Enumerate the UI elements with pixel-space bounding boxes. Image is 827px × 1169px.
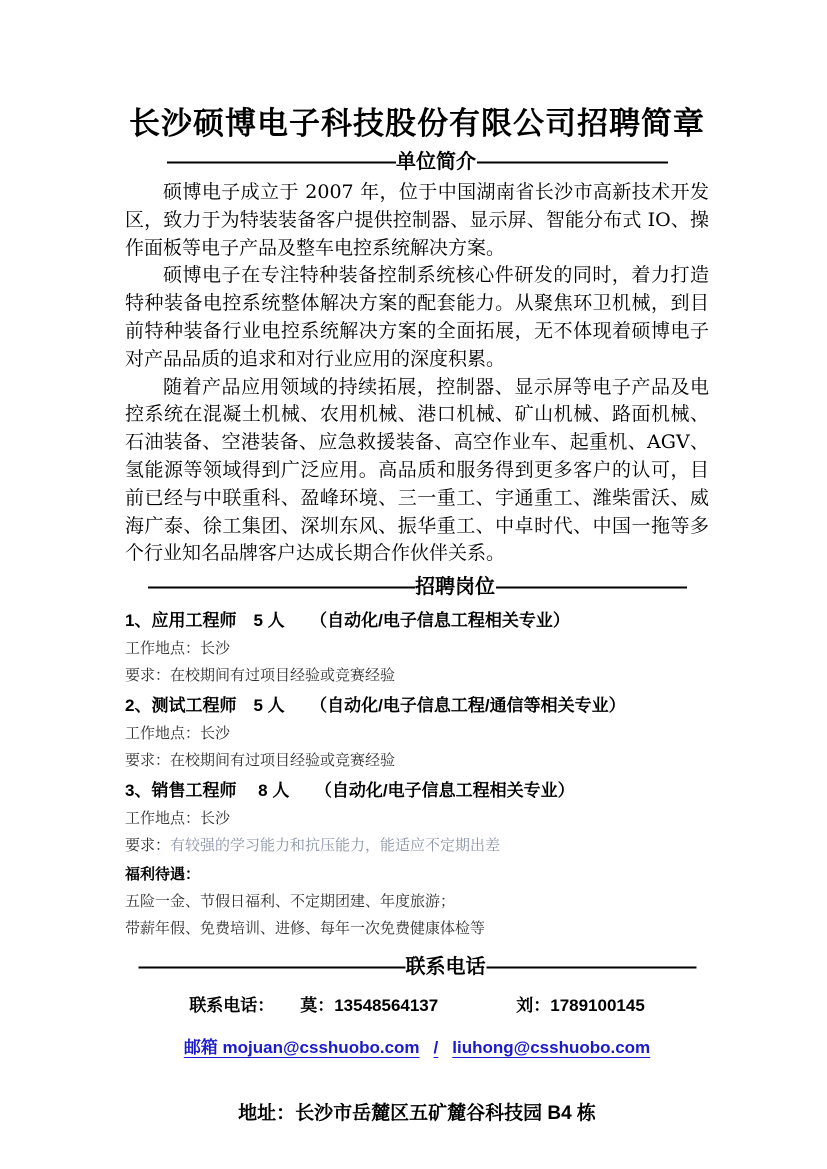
job-location-label: 工作地点：	[125, 810, 201, 828]
job-title: 1、应用工程师 5 人 （自动化/电子信息工程相关专业）	[125, 611, 570, 631]
intro-paragraph-3: 随着产品应用领域的持续拓展，控制器、显示屏等电子产品及电控系统在混凝土机械、农用机械、港口机械、矿山机械、路面机械、石油装备、空港装备、应急救援装备、高空作业车、起重机、AGV、氢能源等领域得到广泛应用。高品质和服务得到更多客户的认可，目前已经与中联重科、盈峰环境、三一重工、宇通重工、潍柴雷沃、威海广泰、徐工集团、深圳东风、振华重工、中卓时代、中国一拖等多个行业知名品牌客户达成长期合作伙伴关系。	[125, 375, 709, 565]
separator-dashes-left: ——————————————	[138, 956, 405, 979]
email-link-liuhong[interactable]: liuhong@csshuobo.com	[452, 1038, 651, 1058]
job-requirement-label: 要求：	[125, 667, 171, 685]
intro-paragraph-2: 硕博电子在专注特种装备控制系统核心件研发的同时，着力打造特种装备电控系统整体解决方案的配套能力。从聚焦环卫机械，到目前特种装备行业电控系统解决方案的全面拓展，无不体现着硕博电子对产品品质的追求和对行业应用的深度积累。	[125, 264, 709, 370]
separator-dashes-right: ——————————	[496, 576, 686, 599]
contact-phone-label: 联系电话：	[189, 996, 275, 1016]
section-header-contact	[125, 954, 709, 980]
job-requirement-value: 在校期间有过项目经验或竞赛经验	[170, 752, 396, 770]
section-label-contact: 联系电话	[405, 956, 486, 979]
contact-phone-line	[125, 991, 709, 1016]
benefits-block	[125, 865, 709, 938]
job-location-label: 工作地点：	[125, 725, 201, 743]
company-address: 地址：长沙市岳麓区五矿麓谷科技园 B4 栋	[238, 1103, 596, 1125]
job-title: 2、测试工程师 5 人 （自动化/电子信息工程/通信等相关专业）	[125, 696, 626, 716]
separator-dashes-right: ———————————	[486, 956, 696, 979]
job-requirement-line	[125, 836, 709, 855]
job-item-test-engineer	[125, 695, 709, 770]
job-item-application-engineer	[125, 610, 709, 685]
email-link-mojuan[interactable]: 邮箱 mojuan@csshuobo.com	[183, 1038, 420, 1058]
benefits-line-2: 带薪年假、免费培训、进修、每年一次免费健康体检等	[125, 920, 486, 938]
job-item-sales-engineer	[125, 780, 709, 855]
separator-dashes-left: ————————————	[167, 151, 395, 173]
job-title: 3、销售工程师 8 人 （自动化/电子信息工程相关专业）	[125, 781, 575, 801]
section-header-job-openings	[125, 574, 709, 600]
benefits-line-1: 五险一金、节假日福利、不定期团建、年度旅游；	[125, 893, 456, 911]
section-header-company-intro	[125, 149, 709, 175]
job-location-line	[125, 809, 709, 828]
contact-number: 13548564137	[334, 996, 439, 1016]
contact-person-liu	[516, 991, 645, 1016]
contact-number: 1789100145	[550, 996, 645, 1016]
job-requirement-value: 在校期间有过项目经验或竞赛经验	[170, 667, 396, 685]
job-location-line	[125, 724, 709, 743]
job-requirement-value: 有较强的学习能力和抗压能力，能适应不定期出差	[170, 837, 501, 855]
contact-email-line	[125, 1033, 709, 1058]
job-requirement-label: 要求：	[125, 752, 171, 770]
job-location-line	[125, 639, 709, 658]
contact-person-mo	[300, 991, 438, 1016]
benefits-heading: 福利待遇：	[125, 866, 201, 884]
contact-name: 莫：	[300, 996, 335, 1016]
separator-dashes-left: ——————————————	[148, 576, 414, 599]
company-intro-section	[125, 179, 709, 568]
job-openings-section	[125, 610, 709, 938]
job-location-value: 长沙	[200, 725, 231, 743]
contact-name: 刘：	[516, 996, 551, 1016]
section-label-job-openings: 招聘岗位	[415, 576, 495, 599]
separator-dashes-right: ——————————	[477, 151, 667, 173]
section-label-company-intro: 单位简介	[396, 151, 476, 173]
job-location-value: 长沙	[200, 810, 231, 828]
job-location-value: 长沙	[200, 640, 231, 658]
email-separator: /	[433, 1038, 439, 1058]
job-requirement-line	[125, 666, 709, 685]
intro-paragraph-1: 硕博电子成立于 2007 年，位于中国湖南省长沙市高新技术开发区，致力于为特装装备客户提供控制器、显示屏、智能分布式 IO、操作面板等电子产品及整车电控系统解决方案。	[125, 181, 709, 259]
job-requirement-line	[125, 751, 709, 770]
job-requirement-label: 要求：	[125, 837, 171, 855]
page-title: 长沙硕博电子科技股份有限公司招聘简章	[129, 106, 705, 141]
job-location-label: 工作地点：	[125, 640, 201, 658]
